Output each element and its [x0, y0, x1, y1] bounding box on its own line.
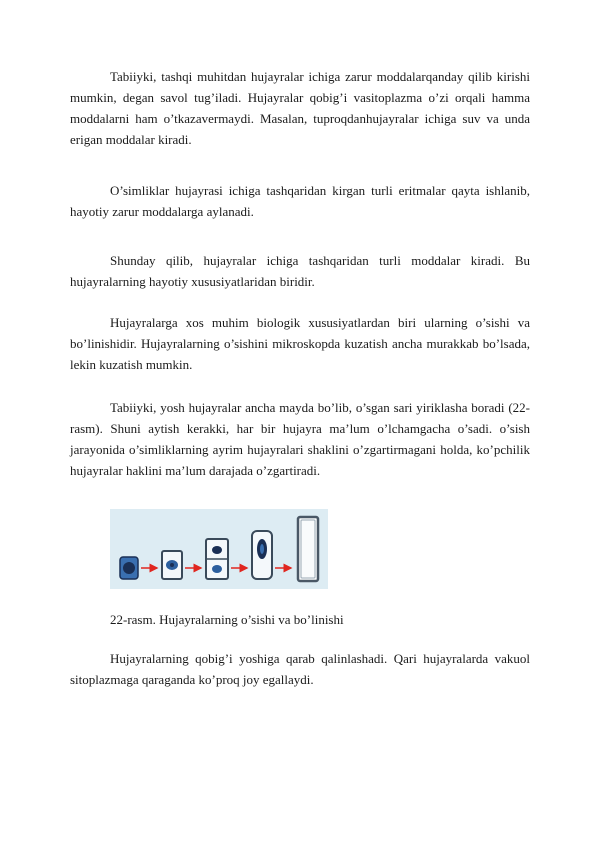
- dividing-cell-icon: [206, 539, 228, 579]
- growing-cell-icon: [162, 551, 182, 579]
- paragraph-2: O’simliklar hujayrasi ichiga tashqaridan kirgan turli eritmalar qayta ishlanib, hayotiy zarur moddalarga aylanadi.: [70, 183, 530, 219]
- paragraph-3: Shunday qilib, hujayralar ichiga tashqaridan turli moddalar kiradi. Bu hujayralarning hayotiy xususiyatlaridan biridir.: [70, 253, 530, 289]
- paragraph-1: Tabiiyki, tashqi muhitdan hujayralar ichiga zarur moddalarqanday qilib kirishi mumkin, degan savol tug’iladi. Hujayralar qobig’i vasitoplazma o’zi orqali hamma moddalarni ham o’tkazavermaydi. Masalan, tuproqdanhujayralar ichiga suv va unda erigan moddalar kiradi.: [70, 69, 530, 147]
- paragraph-6: Hujayralarning qobig’i yoshiga qarab qalinlashadi. Qari hujayralarda vakuol sitoplazmaga qaraganda ko’proq joy egallaydi.: [70, 651, 530, 687]
- figure-caption: 22-rasm. Hujayralarning o’sishi va bo’linishi: [110, 612, 344, 627]
- cell-growth-illustration: [110, 509, 328, 589]
- paragraph-4: Hujayralarga xos muhim biologik xususiyatlardan biri ularning o’sishi va bo’linishidir. Hujayralarning o’sishini mikroskopda kuzatish ancha murakkab bo’lsada, lekin kuzatish mumkin.: [70, 315, 530, 372]
- paragraph-5: Tabiiyki, yosh hujayralar ancha mayda bo’lib, o’sgan sari yiriklasha boradi (22-rasm). Shuni aytish kerakki, har bir hujayra ma’lum o’lchamgacha o’sadi. o’sish jarayonida o’simliklarning ayrim hujayralari shaklini o’zgartirmagani holda, ko’pchilik hujayralar haklini ma’lum darajada o’zgartiradi.: [70, 400, 530, 478]
- young-cell-icon: [120, 557, 138, 579]
- elongating-cell-icon: [252, 531, 272, 579]
- mature-cell-icon: [298, 517, 318, 581]
- cell-growth-figure: [110, 509, 328, 589]
